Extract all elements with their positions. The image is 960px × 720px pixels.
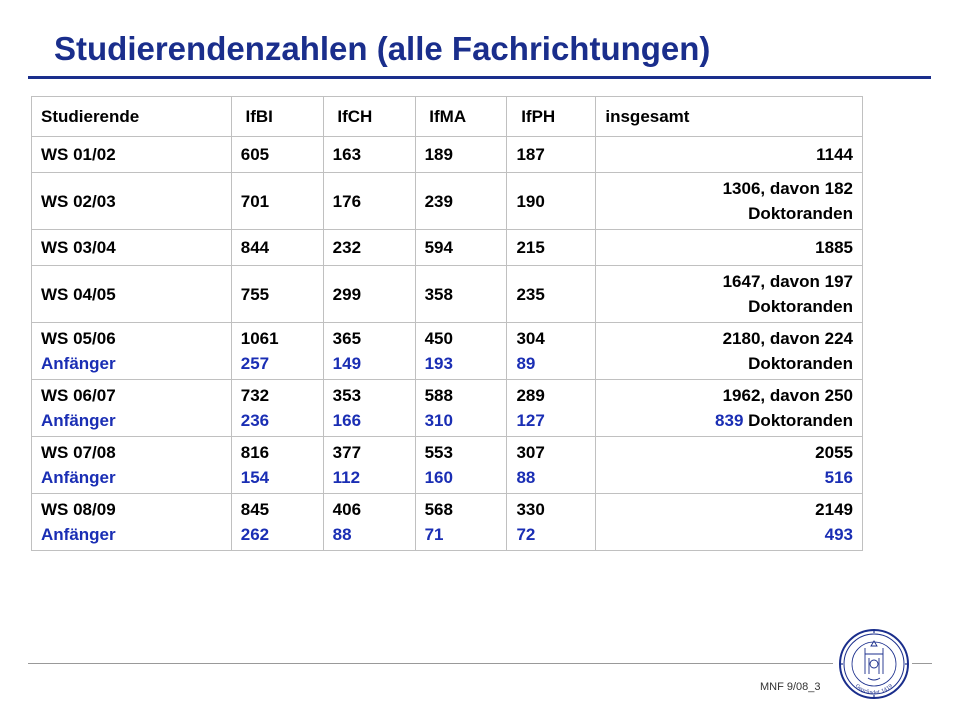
doktoranden-label: Doktoranden xyxy=(748,297,853,316)
ifbi-cell xyxy=(231,323,323,380)
anfaenger-label: Anfänger xyxy=(41,354,116,373)
header-studierende: Studierende xyxy=(32,97,232,137)
header-ifch: IfCH xyxy=(323,97,415,137)
seal-inscription: Gegründet 1419 xyxy=(853,683,895,697)
total-anfaenger: 516 xyxy=(824,468,853,487)
semester-cell xyxy=(32,437,232,494)
title-underline xyxy=(28,76,931,79)
total-second-line xyxy=(605,408,853,433)
ifbi-cell: 605 xyxy=(231,137,323,173)
semester-label: WS 06/07 xyxy=(41,386,116,405)
total-anfaenger: 839 xyxy=(715,411,744,430)
ifch-cell: 232 xyxy=(323,230,415,266)
semester-cell xyxy=(32,494,232,551)
semester-cell: WS 02/03 xyxy=(32,173,232,230)
total-cell xyxy=(596,323,863,380)
ifph-cell xyxy=(507,380,596,437)
doktoranden-label: Doktoranden xyxy=(748,354,853,373)
ifph-value: 307 xyxy=(516,443,545,462)
ifch-cell xyxy=(323,380,415,437)
ifph-anfaenger: 127 xyxy=(516,411,545,430)
ifbi-cell: 755 xyxy=(231,266,323,323)
ifch-value: 406 xyxy=(332,500,362,519)
ifbi-value: 816 xyxy=(240,443,270,462)
total-value: 1962, davon 250 xyxy=(722,386,853,405)
total-cell xyxy=(596,437,863,494)
ifch-anfaenger: 88 xyxy=(332,525,352,544)
table-row xyxy=(32,230,863,266)
semester-cell xyxy=(32,323,232,380)
total-value: 2149 xyxy=(815,500,853,519)
ifma-value: 553 xyxy=(424,443,453,462)
ifph-anfaenger: 88 xyxy=(516,468,536,487)
ifbi-cell xyxy=(231,437,323,494)
table-header-row xyxy=(32,97,863,137)
ifbi-cell xyxy=(231,494,323,551)
anfaenger-label: Anfänger xyxy=(41,525,116,544)
semester-cell: WS 01/02 xyxy=(32,137,232,173)
header-ifbi: IfBI xyxy=(231,97,323,137)
ifph-cell: 187 xyxy=(507,137,596,173)
ifph-cell xyxy=(507,437,596,494)
semester-label: WS 08/09 xyxy=(41,500,116,519)
table-row xyxy=(32,137,863,173)
ifch-cell: 163 xyxy=(323,137,415,173)
ifma-anfaenger: 193 xyxy=(424,354,453,373)
total-value: 1306, davon 182 xyxy=(722,179,853,198)
ifbi-cell: 844 xyxy=(231,230,323,266)
total-cell: 1885 xyxy=(596,230,863,266)
total-value: 1647, davon 197 xyxy=(722,272,853,291)
total-cell xyxy=(596,494,863,551)
table-row xyxy=(32,380,863,437)
ifph-cell: 235 xyxy=(507,266,596,323)
total-value: 2180, davon 224 xyxy=(722,329,853,348)
ifbi-value: 1061 xyxy=(240,329,279,348)
ifma-value: 450 xyxy=(424,329,453,348)
ifbi-value: 845 xyxy=(240,500,270,519)
ifph-cell xyxy=(507,494,596,551)
ifma-cell xyxy=(415,494,507,551)
footer-rule-right xyxy=(912,663,932,664)
ifch-cell xyxy=(323,437,415,494)
ifma-cell xyxy=(415,380,507,437)
ifma-anfaenger: 310 xyxy=(424,411,453,430)
ifbi-value: 732 xyxy=(240,386,270,405)
ifma-value: 588 xyxy=(424,386,453,405)
header-ifph: IfPH xyxy=(507,97,596,137)
ifph-value: 289 xyxy=(516,386,545,405)
footer-rule-left xyxy=(28,663,833,664)
header-insgesamt: insgesamt xyxy=(596,97,863,137)
ifbi-anfaenger: 154 xyxy=(240,468,270,487)
ifma-anfaenger: 71 xyxy=(424,525,444,544)
ifch-value: 377 xyxy=(332,443,362,462)
student-numbers-table xyxy=(31,96,863,551)
table-row xyxy=(32,173,863,230)
table-row xyxy=(32,266,863,323)
ifph-anfaenger: 89 xyxy=(516,354,536,373)
ifma-cell xyxy=(415,437,507,494)
ifma-cell: 189 xyxy=(415,137,507,173)
doktoranden-label: Doktoranden xyxy=(748,204,853,223)
ifph-cell xyxy=(507,323,596,380)
total-cell xyxy=(596,380,863,437)
anfaenger-label: Anfänger xyxy=(41,468,116,487)
ifph-value: 330 xyxy=(516,500,545,519)
ifbi-anfaenger: 236 xyxy=(240,411,270,430)
ifph-cell: 215 xyxy=(507,230,596,266)
semester-cell: WS 03/04 xyxy=(32,230,232,266)
header-ifma: IfMA xyxy=(415,97,507,137)
total-cell xyxy=(596,266,863,323)
ifch-value: 353 xyxy=(332,386,362,405)
total-cell: 1144 xyxy=(596,137,863,173)
ifch-anfaenger: 166 xyxy=(332,411,362,430)
ifbi-cell: 701 xyxy=(231,173,323,230)
ifma-cell: 358 xyxy=(415,266,507,323)
semester-label: WS 07/08 xyxy=(41,443,116,462)
table-row xyxy=(32,323,863,380)
total-value: 2055 xyxy=(815,443,853,462)
university-seal-icon xyxy=(838,628,910,700)
ifch-cell: 299 xyxy=(323,266,415,323)
semester-cell: WS 04/05 xyxy=(32,266,232,323)
ifch-anfaenger: 149 xyxy=(332,354,362,373)
anfaenger-label: Anfänger xyxy=(41,411,116,430)
ifma-anfaenger: 160 xyxy=(424,468,453,487)
ifbi-cell xyxy=(231,380,323,437)
table-row xyxy=(32,494,863,551)
ifph-value: 304 xyxy=(516,329,545,348)
semester-label: WS 05/06 xyxy=(41,329,116,348)
semester-cell xyxy=(32,380,232,437)
ifbi-anfaenger: 262 xyxy=(240,525,270,544)
page-title: Studierendenzahlen (alle Fachrichtungen) xyxy=(54,30,711,67)
ifbi-anfaenger: 257 xyxy=(240,354,270,373)
ifch-cell: 176 xyxy=(323,173,415,230)
ifma-cell xyxy=(415,323,507,380)
ifph-cell: 190 xyxy=(507,173,596,230)
ifch-anfaenger: 112 xyxy=(332,468,361,487)
total-cell xyxy=(596,173,863,230)
ifma-value: 568 xyxy=(424,500,453,519)
ifma-cell: 594 xyxy=(415,230,507,266)
slide-footer: MNF 9/08_3 xyxy=(760,681,821,693)
total-anfaenger: 493 xyxy=(824,525,853,544)
ifch-value: 365 xyxy=(332,329,362,348)
ifch-cell xyxy=(323,494,415,551)
ifph-anfaenger: 72 xyxy=(516,525,536,544)
table-row xyxy=(32,437,863,494)
doktoranden-label: Doktoranden xyxy=(748,411,853,430)
ifma-cell: 239 xyxy=(415,173,507,230)
ifch-cell xyxy=(323,323,415,380)
